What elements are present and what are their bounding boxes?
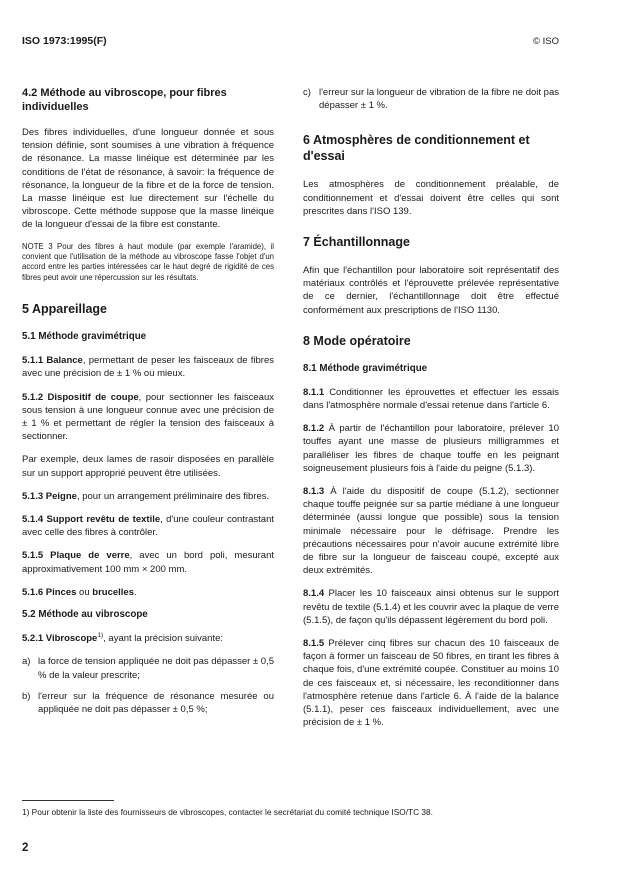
section-5-1-2: [22, 391, 274, 444]
footnote: 1) Pour obtenir la liste des fournisseurs de vibroscopes, contacter le secrétariat du comité technique ISO/TC 38.: [22, 807, 433, 817]
list-item-b: [22, 690, 274, 716]
term-pinces: Pinces: [45, 586, 77, 598]
section-5-1-1: [22, 354, 274, 380]
footnote-reference: 1): [97, 631, 104, 639]
list-text: l'erreur sur la longueur de vibration de la fibre ne doit pas dépasser ± 1 %.: [319, 87, 559, 112]
section-5-2-1: [22, 632, 274, 645]
copyright-mark: © ISO: [532, 36, 559, 47]
section-number: 5.1.4: [22, 514, 44, 526]
page-number: 2: [22, 842, 29, 854]
list-label: b): [22, 690, 31, 702]
note-3: NOTE 3 Pour des fibres à haut module (par exemple l'aramide), il convient que l'utilisation de la méthode au vibroscope fasse l'objet d'un accord entre les parties intéressées car le haut degré de rigidité de ces fibres peut avoir une répercussion sur les résultats.: [22, 241, 274, 282]
section-5-1-5: [22, 549, 274, 575]
section-6-title: 6 Atmosphères de conditionnement et d'essai: [303, 133, 530, 164]
section-text: .: [134, 586, 137, 598]
term-vibroscope: Vibroscope: [45, 633, 98, 645]
section-5-1-title: 5.1 Méthode gravimétrique: [22, 331, 147, 343]
list-item-c: [303, 86, 559, 112]
section-number: 5.1.3: [22, 490, 44, 502]
section-text: Prélever cinq fibres sur chacun des 10 faisceaux de façon à former un faisceau de 50 fibres, en tirant les fibres à chaque fois, d'une extrémité coupée. Constituer au moins 10 de ces faisceaux et, si nécessaire, les reconditionner dans l'atmosphère retenue dans l'article 6. À l'aide de la balance (5.1.1), peser ces faisceaux individuellement, avec une précision de ± 1 %.: [303, 638, 559, 729]
section-5-2-title: 5.2 Méthode au vibroscope: [22, 609, 148, 621]
list-text: la force de tension appliquée ne doit pas dépasser ± 0,5 % de la valeur prescrite;: [38, 656, 275, 681]
section-8-1-5: [303, 637, 559, 729]
section-5-1-4: [22, 513, 274, 539]
left-column: [22, 86, 274, 724]
standard-reference: ISO 1973:1995(F): [22, 35, 107, 47]
section-5-1-6: [22, 586, 274, 599]
section-number: 8.1.5: [303, 638, 325, 650]
section-7-title: 7 Échantillonnage: [303, 235, 410, 250]
section-number: 8.1.1: [303, 386, 325, 398]
section-5-1-3: [22, 490, 274, 503]
term-peigne: Peigne: [45, 490, 77, 502]
section-text: ou: [76, 586, 93, 598]
list-item-a: [22, 655, 274, 681]
term-dispositif-de-coupe: Dispositif de coupe: [47, 391, 139, 403]
section-4-2-text: Des fibres individuelles, d'une longueur donnée et sous tension définie, sont soumises à une vibration à fréquence de résonance. La masse linéique est déterminée par les conditions de l'état de résonance, à savoir: la fréquence de résonance, la longueur de la fibre et de la force de tension. La masse linéique est lue directement sur l'échelle du vibroscope. Cette méthode suppose que la masse linéique de la longueur d'essai de la fibre est constante.: [22, 127, 274, 231]
section-text: , ayant la précision suivante:: [103, 633, 224, 645]
section-8-1-1: [303, 386, 559, 412]
section-8-1-4: [303, 587, 559, 627]
section-number: 8.1.3: [303, 486, 325, 498]
section-7-text: Afin que l'échantillon pour laboratoire soit représentatif des matériaux contrôlés et l'éprouvette prélevée représentative de ce dernier, l'échantillonnage doit être effectué conformément aux prescriptions de l'ISO 1130.: [303, 265, 559, 316]
section-number: 5.1.5: [22, 550, 44, 562]
section-text: , avec un bord poli, mesurant approximativement 100 mm × 200 mm.: [22, 550, 275, 575]
list-label: a): [22, 656, 31, 668]
section-text: À l'aide du dispositif de coupe (5.1.2), sectionner chaque touffe peignée sur sa partie médiane à une longueur déterminée (aussi longue que possible) sous la tension minimale nécessaire pour le défrisage. Prendre les précautions nécessaires pour n'avoir aucune extrémité libre de fibre sur la longueur de faisceau coupé, excepté aux deux extrémités.: [303, 486, 559, 577]
section-8-title: 8 Mode opératoire: [303, 333, 411, 348]
footnote-divider: [22, 800, 114, 801]
section-text: , pour un arrangement préliminaire des fibres.: [76, 490, 270, 502]
list-label: c): [303, 87, 311, 98]
section-8-1-title: 8.1 Méthode gravimétrique: [303, 362, 428, 374]
right-column: [303, 86, 559, 740]
section-number: 5.2.1: [22, 633, 44, 645]
section-text: , d'une couleur contrastant avec celle des fibres à contrôler.: [22, 514, 274, 539]
section-number: 8.1.4: [303, 588, 325, 600]
section-text: , permettant de peser les faisceaux de fibres avec une précision de ± 1 % ou mieux.: [22, 355, 275, 380]
section-number: 5.1.2: [22, 391, 44, 403]
section-text: Conditionner les éprouvettes et effectuer les essais dans l'atmosphère normale d'essai retenue dans l'article 6.: [303, 386, 559, 412]
section-text: , pour sectionner les faisceaux sous tension à une longueur connue avec une précision de ± 1 % et permettant de régler la tension des faisceaux à sectionner.: [22, 391, 275, 443]
section-8-1-2: [303, 422, 559, 475]
section-4-2-title: 4.2 Méthode au vibroscope, pour fibres individuelles: [22, 87, 227, 113]
section-5-1-2-example: Par exemple, deux lames de rasoir disposées en parallèle sur un support approprié peuvent être utilisées.: [22, 454, 274, 479]
section-number: 8.1.2: [303, 423, 325, 435]
list-text: l'erreur sur la fréquence de résonance mesurée ou appliquée ne doit pas dépasser ± 0,5 %;: [38, 690, 274, 715]
term-brucelles: brucelles: [92, 586, 134, 598]
term-support-revetu: Support revêtu de textile: [46, 514, 161, 526]
term-balance: Balance: [46, 355, 83, 367]
section-text: À partir de l'échantillon pour laboratoire, prélever 10 touffes ayant une masse de plusieurs milligrammes et paralléliser les fibres de chaque touffe en les peignant soigneusement plusieurs fois à l'aide du peigne (5.1.3).: [303, 423, 559, 474]
section-number: 5.1.6: [22, 586, 44, 598]
term-plaque-de-verre: Plaque de verre: [50, 550, 130, 562]
section-8-1-3: [303, 485, 559, 577]
section-5-title: 5 Appareillage: [22, 302, 107, 317]
section-6-text: Les atmosphères de conditionnement préalable, de conditionnement et d'essai doivent être celles qui sont prescrites dans l'ISO 139.: [303, 179, 559, 217]
section-number: 5.1.1: [22, 355, 44, 367]
section-text: Placer les 10 faisceaux ainsi obtenus sur le support revêtu de textile (5.1.4) et les couvrir avec la plaque de verre (5.1.5), de façon qu'ils dépassent légèrement du bord poli.: [303, 588, 559, 626]
